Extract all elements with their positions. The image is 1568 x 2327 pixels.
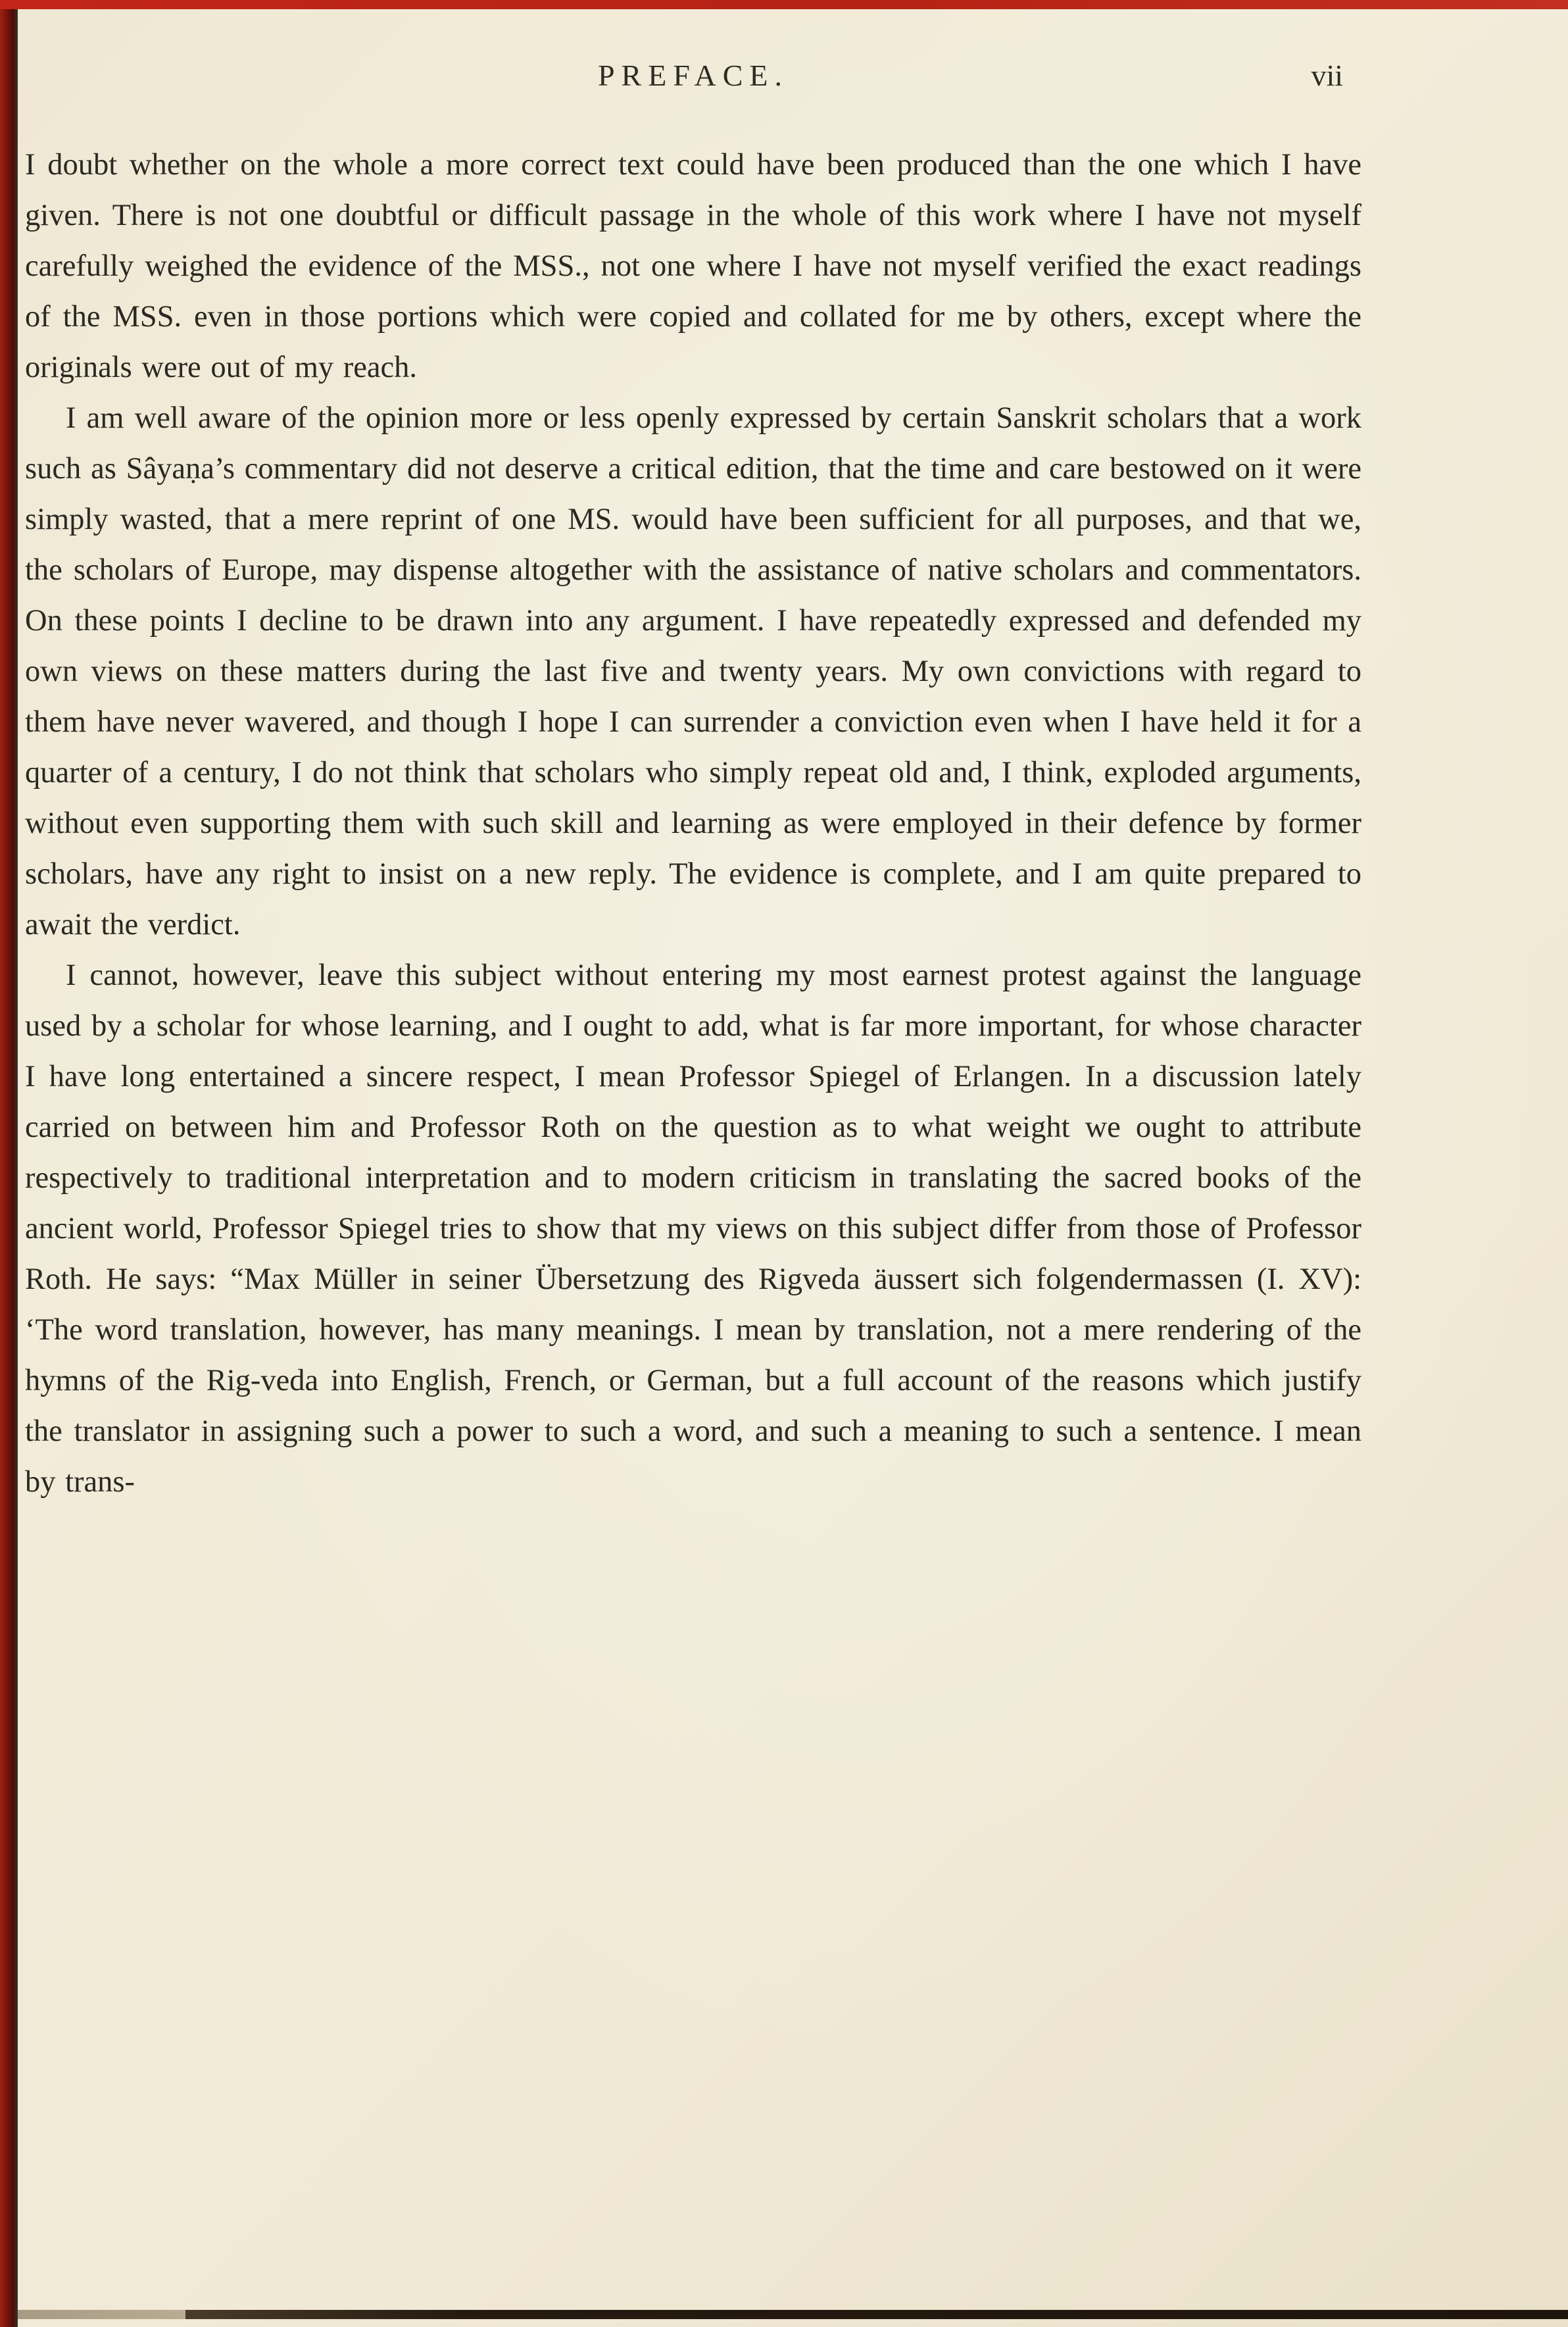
paragraph-3: I cannot, however, leave this subject without entering my most earnest protest against the language used by a scholar for whose learning, and I ought to add, what is far more important, for whose character I have long entertained a sincere respect, I mean Professor Spiegel of Erlangen. In a discussion lately carried on between him and Professor Roth on the question as to what weight we ought to attribute respectively to traditional interpretation and to modern criticism in translating the sacred books of the ancient world, Professor Spiegel tries to show that my views on this subject differ from those of Professor Roth. He says: “Max Müller in seiner Übersetzung des Rigveda äussert sich folgendermassen (I. XV): ‘The word translation, however, has many meanings. I mean by translation, not a mere rendering of the hymns of the Rig-veda into English, French, or German, but a full account of the reasons which justify the translator in assigning such a power to such a word, and such a meaning to such a sentence. I mean by trans- — [25, 959, 1361, 1499]
body-text — [25, 139, 1361, 1507]
scan-binding-edge — [0, 0, 18, 2327]
paragraph-2: I am well aware of the opinion more or less openly expressed by certain Sanskrit scholars that a work such as Sâyaṇa’s commentary did not deserve a critical edition, that the time and care bestowed on it were simply wasted, that a mere reprint of one MS. would have been sufficient for all purposes, and that we, the scholars of Europe, may dispense altogether with the assistance of native scholars and commentators. On these points I decline to be drawn into any argument. I have repeatedly expressed and defended my own views on these matters during the last five and twenty years. My own convictions with regard to them have never wavered, and though I hope I can surrender a conviction even when I have held it for a quarter of a century, I do not think that scholars who simply repeat old and, I think, exploded arguments, without even supporting them with such skill and learning as were employed in their defence by former scholars, have any right to insist on a new reply. The evidence is complete, and I am quite prepared to await the verdict. — [25, 401, 1361, 941]
paragraph-1: I doubt whether on the whole a more correct text could have been produced than the one which I have given. There is not one doubtful or difficult passage in the whole of this work where I have not myself carefully weighed the evidence of the MSS., not one where I have not myself verified the exact readings of the MSS. even in those portions which were copied and collated for me by others, except where the originals were out of my reach. — [25, 148, 1361, 384]
page-header — [25, 58, 1361, 121]
scan-bottom-shadow — [185, 2310, 1568, 2319]
page-title: PREFACE. — [597, 59, 789, 92]
page-number: vii — [1311, 59, 1343, 92]
scan-top-edge — [0, 0, 1568, 9]
scan-bottom-shadow-faint — [18, 2310, 185, 2319]
page-content — [25, 58, 1361, 1507]
